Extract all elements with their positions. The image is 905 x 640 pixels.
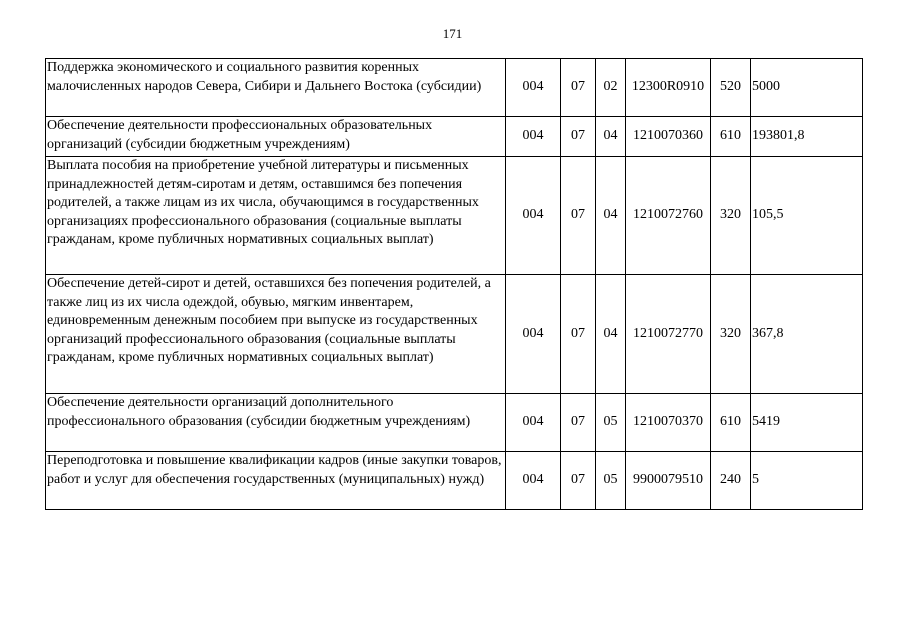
ministry-code: 004 [506, 117, 561, 157]
amount-value: 105,5 [751, 157, 863, 275]
amount-value: 367,8 [751, 275, 863, 394]
ministry-code: 004 [506, 275, 561, 394]
expense-type-code: 610 [711, 117, 751, 157]
expense-type-code: 610 [711, 394, 751, 452]
table-row [46, 452, 863, 510]
table-row [46, 394, 863, 452]
table-row [46, 117, 863, 157]
row-description: Обеспечение деятельности организаций дополнительного профессионального образования (субсидии бюджетным учреждениям) [46, 394, 506, 452]
amount-value: 193801,8 [751, 117, 863, 157]
amount-value: 5 [751, 452, 863, 510]
expense-type-code: 520 [711, 59, 751, 117]
ministry-code: 004 [506, 394, 561, 452]
table-row [46, 157, 863, 275]
target-article-code: 12300R0910 [626, 59, 711, 117]
page-number: 171 [442, 26, 463, 41]
target-article-code: 1210072770 [626, 275, 711, 394]
section-code: 07 [561, 394, 596, 452]
table-row [46, 59, 863, 117]
row-description: Выплата пособия на приобретение учебной литературы и письменных принадлежностей детям-сиротам и детям, оставшимся без попечения родителей, а также лицам из их числа, обучающимся в государственных организациях профессионального образования (социальные выплаты гражданам, кроме публичных нормативных социальных выплат) [46, 157, 506, 275]
section-code: 07 [561, 275, 596, 394]
row-description: Поддержка экономического и социального развития коренных малочисленных народов Севера, Сибири и Дальнего Востока (субсидии) [46, 59, 506, 117]
subsection-code: 04 [596, 157, 626, 275]
subsection-code: 04 [596, 275, 626, 394]
row-description: Переподготовка и повышение квалификации кадров (иные закупки товаров, работ и услуг для обеспечения государственных (муниципальных) нужд) [46, 452, 506, 510]
ministry-code: 004 [506, 452, 561, 510]
row-description: Обеспечение деятельности профессиональных образовательных организаций (субсидии бюджетным учреждениям) [46, 117, 506, 157]
section-code: 07 [561, 157, 596, 275]
table-row [46, 275, 863, 394]
section-code: 07 [561, 117, 596, 157]
ministry-code: 004 [506, 59, 561, 117]
expense-type-code: 320 [711, 157, 751, 275]
target-article-code: 1210070360 [626, 117, 711, 157]
budget-table [45, 58, 863, 510]
target-article-code: 9900079510 [626, 452, 711, 510]
subsection-code: 02 [596, 59, 626, 117]
expense-type-code: 240 [711, 452, 751, 510]
section-code: 07 [561, 452, 596, 510]
subsection-code: 05 [596, 452, 626, 510]
expense-type-code: 320 [711, 275, 751, 394]
subsection-code: 04 [596, 117, 626, 157]
amount-value: 5419 [751, 394, 863, 452]
ministry-code: 004 [506, 157, 561, 275]
subsection-code: 05 [596, 394, 626, 452]
target-article-code: 1210070370 [626, 394, 711, 452]
row-description: Обеспечение детей-сирот и детей, оставшихся без попечения родителей, а также лиц из их числа одеждой, обувью, мягким инвентарем, единовременным денежным пособием при выпуске из государственных организаций профессионального образования (социальные выплаты гражданам, кроме публичных нормативных социальных выплат) [46, 275, 506, 394]
amount-value: 5000 [751, 59, 863, 117]
target-article-code: 1210072760 [626, 157, 711, 275]
section-code: 07 [561, 59, 596, 117]
